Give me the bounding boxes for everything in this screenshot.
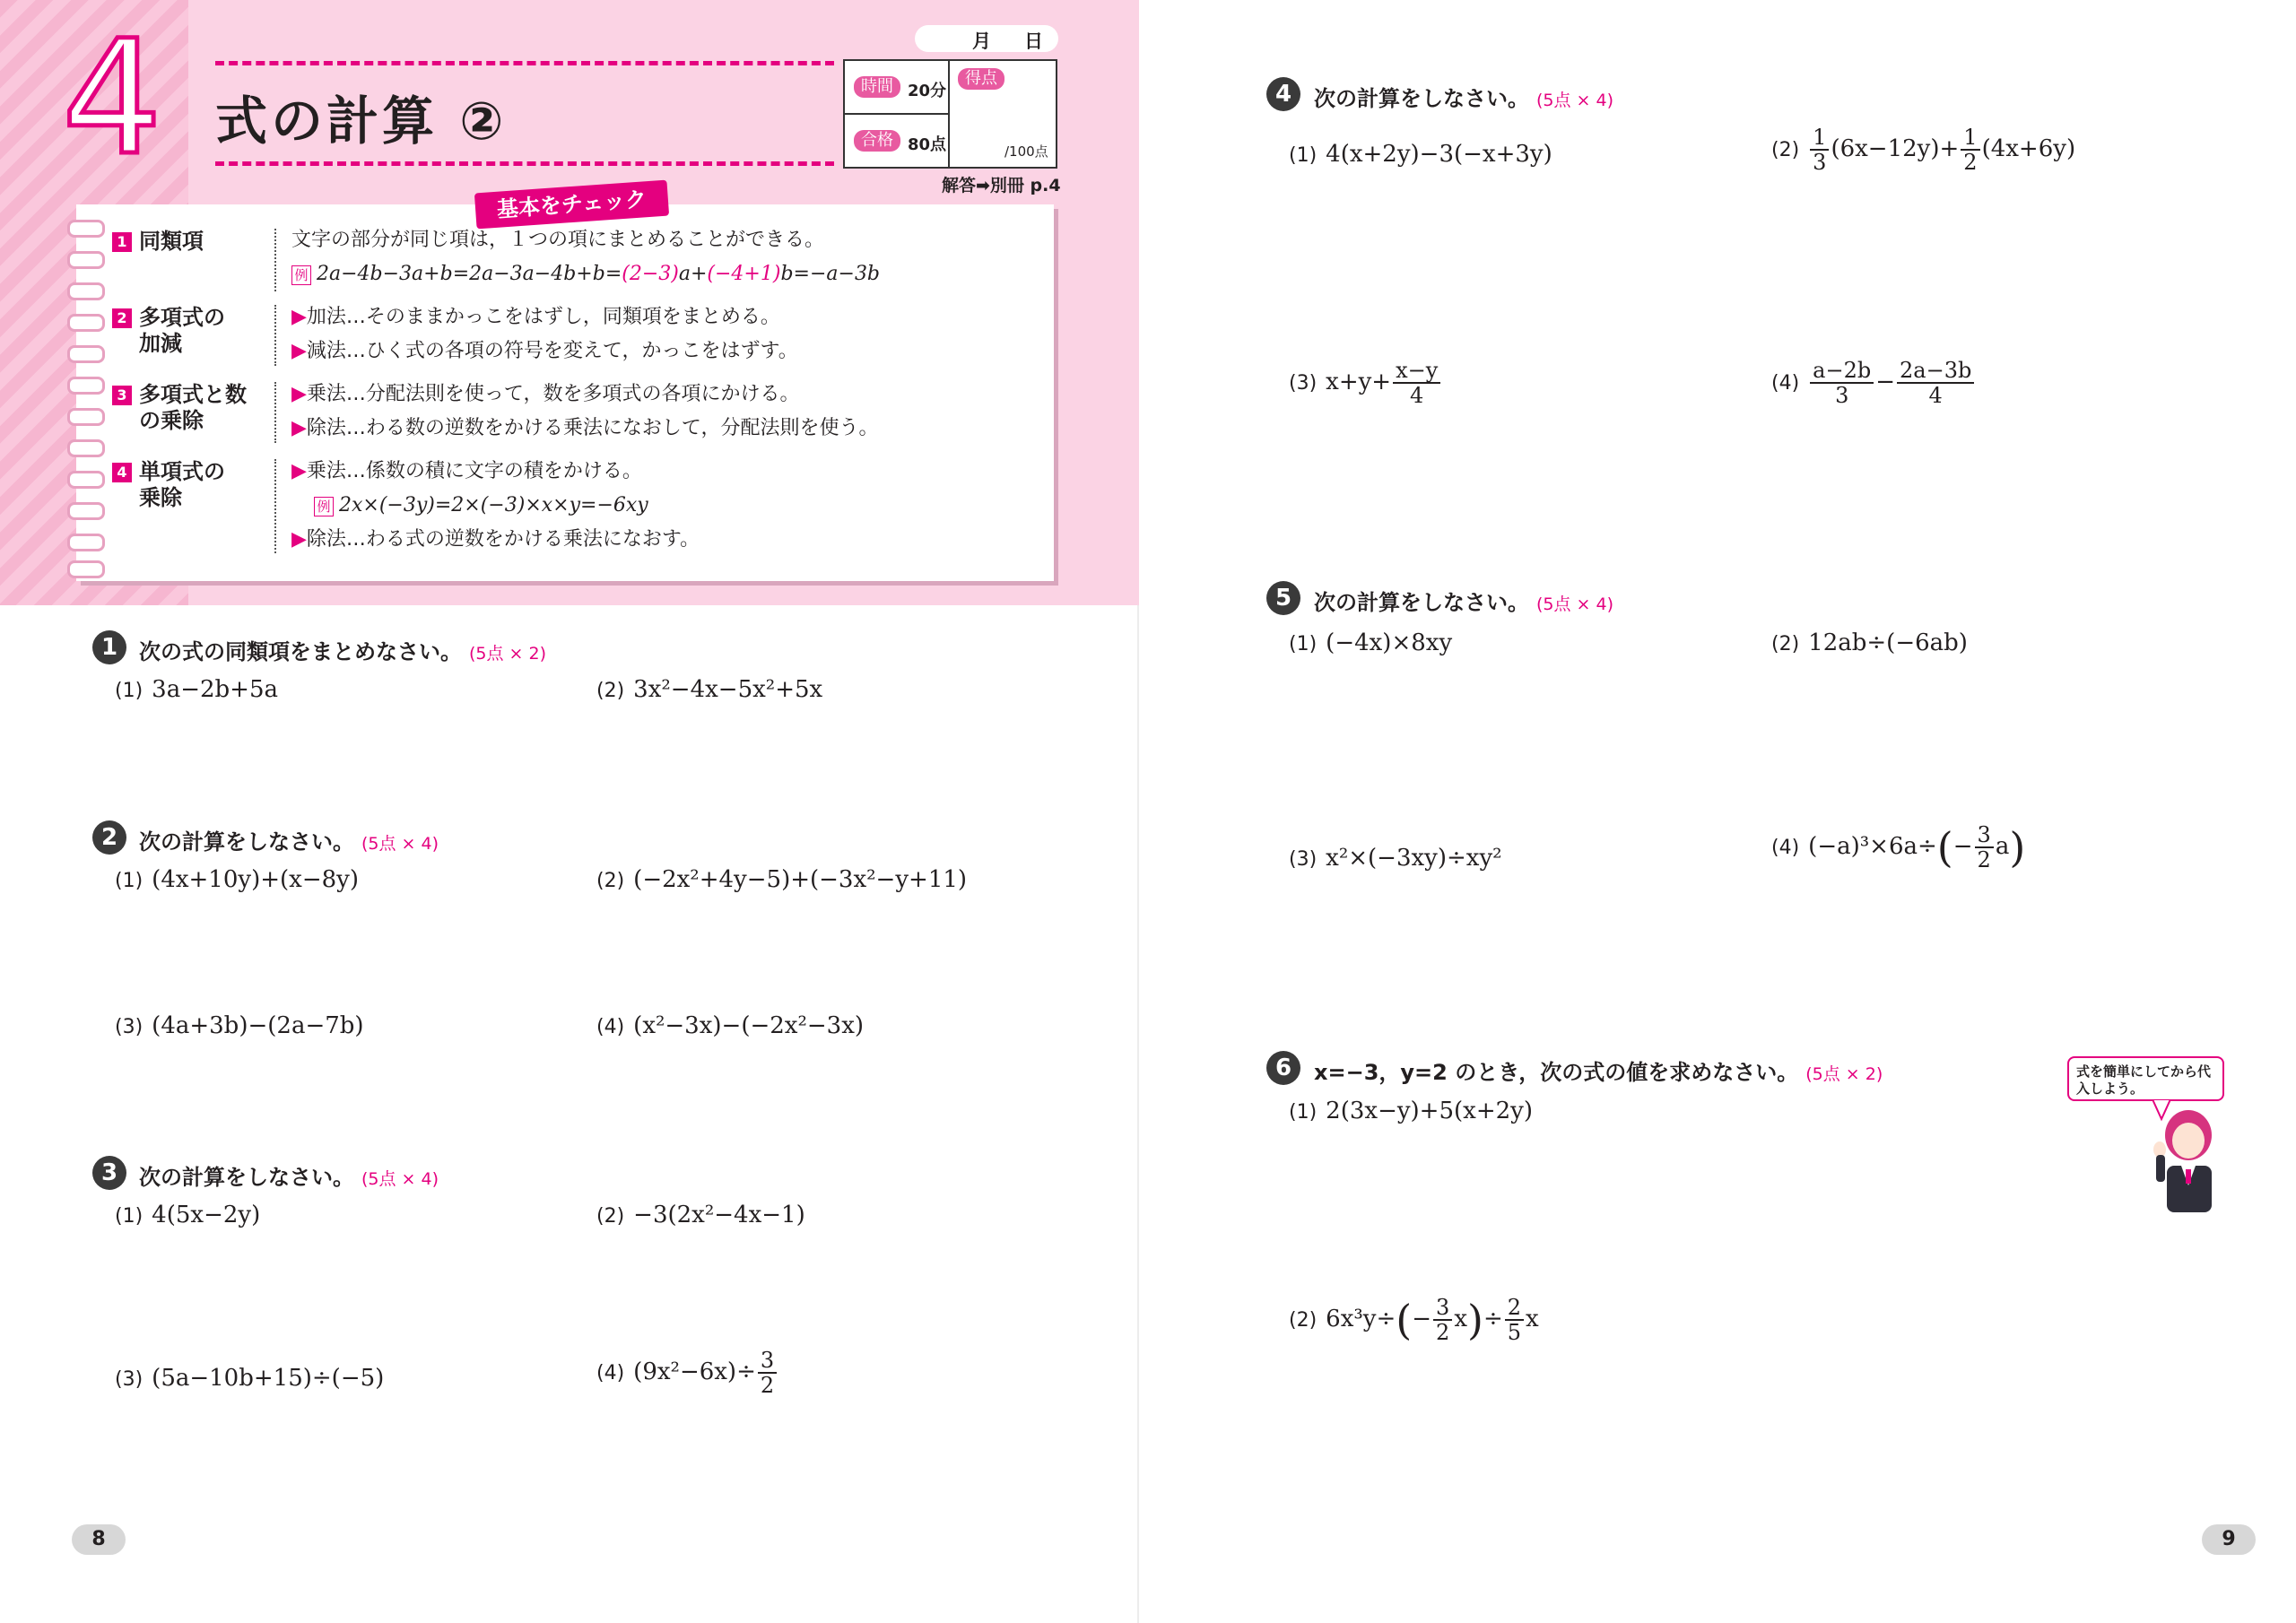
date-day: 日 — [1024, 30, 1043, 52]
problem-5-3: (3) x²×(−3xy)÷xy² — [1289, 845, 1502, 872]
check-example-4: 例 2x×(−3y)=2×(−3)×x×y=−6xy — [314, 493, 648, 518]
check-term-2: 2 多項式の 加減 — [112, 305, 225, 357]
check-term-1: 1 同類項 — [112, 229, 204, 255]
ring — [67, 408, 105, 426]
problem-3-2: (2) −3(2x²−4x−1) — [596, 1202, 805, 1228]
hint-bubble: 式を簡単にしてから代入しよう。 — [2067, 1056, 2224, 1101]
student-character-icon — [2135, 1099, 2233, 1216]
time-value: 20分 — [908, 82, 947, 100]
problem-5-1: (1) (−4x)×8xy — [1289, 629, 1453, 656]
problem-4-3: (3) x+y+ $\frac{x-y}{4}$ — [1289, 359, 1442, 407]
question-text-2: 次の計算をしなさい。 (5点 × 4) — [139, 829, 439, 855]
question-text-1: 次の式の同類項をまとめなさい。 (5点 × 2) — [139, 639, 547, 664]
question-text-6: x=−3，y=2 のとき，次の式の値を求めなさい。 (5点 × 2) — [1314, 1060, 1883, 1085]
check-desc-4a: ▶乗法…係数の積に文字の積をかける。 — [291, 460, 642, 482]
problem-2-1: (1) (4x+10y)+(x−8y) — [115, 866, 359, 893]
problem-1-2: (2) 3x²−4x−5x²+5x — [596, 676, 823, 703]
score-label: 得点 — [958, 68, 1004, 90]
question-number-3: 3 — [92, 1156, 126, 1190]
score-total: /100点 — [1004, 143, 1048, 160]
page-number-right: 9 — [2202, 1524, 2256, 1555]
problem-6-2: (2) 6x³y÷(− $\frac{3}{2}$ x)÷ $\frac{2}{5}$ x — [1289, 1295, 1539, 1345]
fraction: $\frac{3}{2}$ — [1433, 1296, 1452, 1344]
fraction: $\frac{3}{2}$ — [1975, 823, 1994, 872]
separator — [274, 459, 276, 553]
check-desc-1: 文字の部分が同じ項は，１つの項にまとめることができる。 — [291, 229, 825, 251]
problem-5-4: (4) (−a)³×6a÷(− $\frac{3}{2}$ a) — [1771, 822, 2026, 872]
ring — [67, 345, 105, 363]
ring — [67, 220, 105, 238]
page-number-left: 8 — [72, 1524, 126, 1555]
ring — [67, 314, 105, 332]
fraction: $\frac{x-y}{4}$ — [1393, 359, 1440, 407]
problem-6-1: (1) 2(3x−y)+5(x+2y) — [1289, 1098, 1533, 1124]
ring — [67, 439, 105, 457]
problem-5-2: (2) 12ab÷(−6ab) — [1771, 629, 1968, 656]
check-desc-2b: ▶減法…ひく式の各項の符号を変えて，かっこをはずす。 — [291, 340, 798, 362]
ring — [67, 377, 105, 395]
check-tab: 基本をチェック — [474, 180, 669, 230]
problem-2-2: (2) (−2x²+4y−5)+(−3x²−y+11) — [596, 866, 968, 893]
pass-label: 合格 — [854, 130, 900, 152]
check-example-1: 例 2a−4b−3a+b=2a−3a−4b+b=(2−3)a+(−4+1)b=−a−3b — [291, 262, 880, 287]
problem-1-1: (1) 3a−2b+5a — [115, 676, 279, 703]
ring — [67, 251, 105, 269]
fraction: $\frac{2a-3b}{4}$ — [1897, 359, 1974, 407]
check-term-4: 4 単項式の 乗除 — [112, 459, 225, 511]
problem-3-4: (4) (9x²−6x)÷ $\frac{3}{2}$ — [596, 1349, 778, 1397]
question-number-1: 1 — [92, 630, 126, 664]
check-desc-4b: ▶除法…わる式の逆数をかける乗法になおす。 — [291, 528, 700, 551]
separator — [274, 229, 276, 291]
check-desc-2a: ▶加法…そのままかっこをはずし，同類項をまとめる。 — [291, 306, 780, 328]
problem-3-3: (3) (5a−10b+15)÷(−5) — [115, 1365, 385, 1392]
title-dash-bottom — [215, 161, 834, 166]
fraction: $\frac{1}{2}$ — [1961, 126, 1979, 174]
check-desc-3a: ▶乗法…分配法則を使って，数を多項式の各項にかける。 — [291, 383, 800, 405]
time-row — [845, 61, 950, 115]
problem-4-4: (4) $\frac{a-2b}{3}$ − $\frac{2a-3b}{4}$ — [1771, 359, 1976, 407]
pass-value: 80点 — [908, 135, 947, 154]
time-label: 時間 — [854, 76, 900, 98]
question-text-3: 次の計算をしなさい。 (5点 × 4) — [139, 1165, 439, 1190]
date-field[interactable] — [915, 25, 1058, 52]
page-title: 式の計算 ② — [215, 91, 508, 152]
fraction: $\frac{2}{5}$ — [1505, 1296, 1524, 1344]
ring — [67, 534, 105, 551]
problem-2-3: (3) (4a+3b)−(2a−7b) — [115, 1012, 364, 1039]
unit-number: 4 — [62, 6, 162, 190]
fraction: $\frac{a-2b}{3}$ — [1810, 359, 1874, 407]
ring — [67, 502, 105, 520]
answer-reference: 解答➡別冊 p.4 — [942, 176, 1061, 195]
ring — [67, 560, 105, 578]
question-number-4: 4 — [1266, 77, 1300, 111]
problem-4-2: (2) $\frac{1}{3}$ (6x−12y)+ $\frac{1}{2}$ (4x+6y) — [1771, 125, 2076, 175]
score-box — [843, 59, 1057, 169]
fraction: $\frac{3}{2}$ — [758, 1349, 777, 1397]
check-term-3: 3 多項式と数 の乗除 — [112, 382, 247, 434]
problem-4-1: (1) 4(x+2y)−3(−x+3y) — [1289, 141, 1552, 168]
ring — [67, 282, 105, 300]
question-number-6: 6 — [1266, 1051, 1300, 1085]
question-text-4: 次の計算をしなさい。 (5点 × 4) — [1314, 86, 1614, 111]
question-text-5: 次の計算をしなさい。 (5点 × 4) — [1314, 590, 1614, 615]
separator — [274, 382, 276, 443]
separator — [274, 305, 276, 366]
ring — [67, 471, 105, 489]
problem-2-4: (4) (x²−3x)−(−2x²−3x) — [596, 1012, 865, 1039]
pass-row — [845, 115, 950, 167]
question-number-5: 5 — [1266, 581, 1300, 615]
fraction: $\frac{1}{3}$ — [1810, 126, 1829, 174]
date-month: 月 — [972, 30, 991, 52]
check-desc-3b: ▶除法…わる数の逆数をかける乗法になおして，分配法則を使う。 — [291, 417, 879, 439]
problem-3-1: (1) 4(5x−2y) — [115, 1202, 261, 1228]
title-dash-top — [215, 61, 834, 65]
question-number-2: 2 — [92, 820, 126, 855]
